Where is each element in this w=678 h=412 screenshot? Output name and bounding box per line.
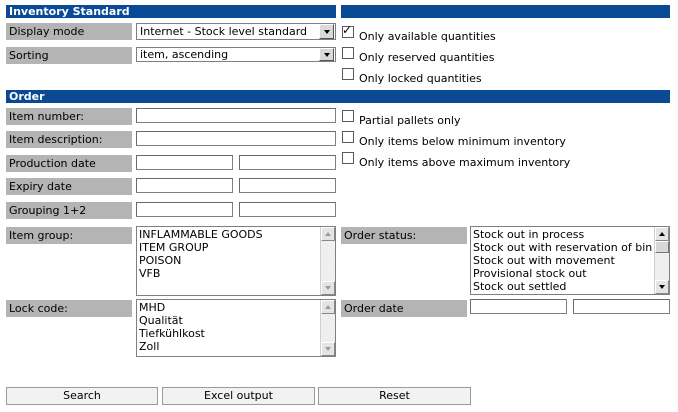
item-group-scrollbar[interactable] xyxy=(320,227,335,295)
order-status-option[interactable]: Provisional stock out xyxy=(473,267,587,280)
item-group-option[interactable]: INFLAMMABLE GOODS xyxy=(139,228,263,241)
only-locked-label: Only locked quantities xyxy=(359,72,482,85)
expiry-date-from-input[interactable] xyxy=(136,178,233,193)
expiry-date-to-input[interactable] xyxy=(239,178,336,193)
scroll-track[interactable] xyxy=(655,253,669,280)
order-status-option[interactable]: Stock out settled xyxy=(473,280,567,293)
item-number-label: Item number: xyxy=(6,108,132,125)
order-status-options xyxy=(471,227,654,294)
item-group-option[interactable]: POISON xyxy=(139,254,182,267)
checkbox[interactable] xyxy=(342,110,354,122)
scroll-track[interactable] xyxy=(321,241,335,281)
order-date-to-input[interactable] xyxy=(573,299,670,314)
display-mode-value: Internet - Stock level standard xyxy=(140,25,308,38)
order-date-from-input[interactable] xyxy=(470,299,567,314)
lock-code-listbox[interactable] xyxy=(136,299,336,357)
partial-pallets-label: Partial pallets only xyxy=(359,114,461,127)
excel-output-button[interactable]: Excel output xyxy=(162,387,315,405)
display-mode-label: Display mode xyxy=(6,23,132,40)
only-available-label: Only available quantities xyxy=(359,30,496,43)
below-minimum-checkbox[interactable] xyxy=(342,131,570,152)
order-options xyxy=(342,110,570,173)
item-group-label: Item group: xyxy=(6,227,132,244)
checkbox[interactable] xyxy=(342,23,354,38)
chevron-down-icon[interactable] xyxy=(319,48,334,61)
scroll-up-icon[interactable] xyxy=(655,227,669,241)
lock-code-option[interactable]: MHD xyxy=(139,301,166,314)
order-date-label: Order date xyxy=(341,300,467,317)
above-maximum-label: Only items above maximum inventory xyxy=(359,156,571,169)
checkbox[interactable] xyxy=(342,47,354,59)
inventory-standard-header: Inventory Standard xyxy=(6,5,336,18)
production-date-label: Production date xyxy=(6,155,132,172)
checkbox[interactable] xyxy=(342,152,354,164)
lock-code-scrollbar[interactable] xyxy=(320,300,335,356)
item-group-option[interactable]: ITEM GROUP xyxy=(139,241,209,254)
only-available-checkbox[interactable] xyxy=(342,23,496,47)
inventory-standard-header-right xyxy=(341,5,670,18)
above-maximum-checkbox[interactable] xyxy=(342,152,570,173)
partial-pallets-checkbox[interactable] xyxy=(342,110,570,131)
grouping-1-input[interactable] xyxy=(136,202,233,217)
checkbox[interactable] xyxy=(342,68,354,80)
item-group-option[interactable]: VFB xyxy=(139,267,161,280)
grouping-2-input[interactable] xyxy=(239,202,336,217)
scroll-thumb[interactable] xyxy=(655,241,669,253)
expiry-date-label: Expiry date xyxy=(6,178,132,195)
scroll-track[interactable] xyxy=(321,314,335,342)
scroll-down-icon[interactable] xyxy=(321,281,335,295)
scroll-down-icon[interactable] xyxy=(655,280,669,294)
order-status-listbox[interactable] xyxy=(470,226,670,295)
chevron-down-icon[interactable] xyxy=(319,24,334,39)
inventory-options xyxy=(342,23,496,89)
lock-code-option[interactable]: Qualität xyxy=(139,314,183,327)
lock-code-label: Lock code: xyxy=(6,300,132,317)
lock-code-option[interactable]: Tiefkühlkost xyxy=(139,327,205,340)
sorting-label: Sorting xyxy=(6,47,132,64)
checkbox[interactable] xyxy=(342,131,354,143)
scroll-up-icon[interactable] xyxy=(321,300,335,314)
scroll-down-icon[interactable] xyxy=(321,342,335,356)
order-status-option[interactable]: Stock out with movement xyxy=(473,254,615,267)
item-description-label: Item description: xyxy=(6,131,132,148)
grouping-label: Grouping 1+2 xyxy=(6,202,132,219)
search-button[interactable]: Search xyxy=(6,387,158,405)
item-description-input[interactable] xyxy=(136,131,336,146)
order-status-option[interactable]: Stock out in process xyxy=(473,228,585,241)
scroll-up-icon[interactable] xyxy=(321,227,335,241)
lock-code-options xyxy=(137,300,320,356)
production-date-to-input[interactable] xyxy=(239,155,336,170)
item-number-input[interactable] xyxy=(136,108,336,123)
order-status-option[interactable]: Stock out with reservation of bin xyxy=(473,241,653,254)
order-status-scrollbar[interactable] xyxy=(654,227,669,294)
only-locked-checkbox[interactable] xyxy=(342,68,496,89)
order-status-label: Order status: xyxy=(341,227,467,244)
production-date-from-input[interactable] xyxy=(136,155,233,170)
sorting-value: item, ascending xyxy=(140,48,229,61)
checkmark-icon: ✓ xyxy=(342,23,353,37)
item-group-listbox[interactable] xyxy=(136,226,336,296)
lock-code-option[interactable]: Zoll xyxy=(139,340,160,353)
sorting-select[interactable] xyxy=(136,47,336,62)
only-reserved-checkbox[interactable] xyxy=(342,47,496,68)
display-mode-select[interactable] xyxy=(136,23,336,40)
reset-button[interactable]: Reset xyxy=(318,387,471,405)
only-reserved-label: Only reserved quantities xyxy=(359,51,495,64)
order-header: Order xyxy=(6,90,670,103)
item-group-options xyxy=(137,227,320,295)
below-minimum-label: Only items below minimum inventory xyxy=(359,135,566,148)
